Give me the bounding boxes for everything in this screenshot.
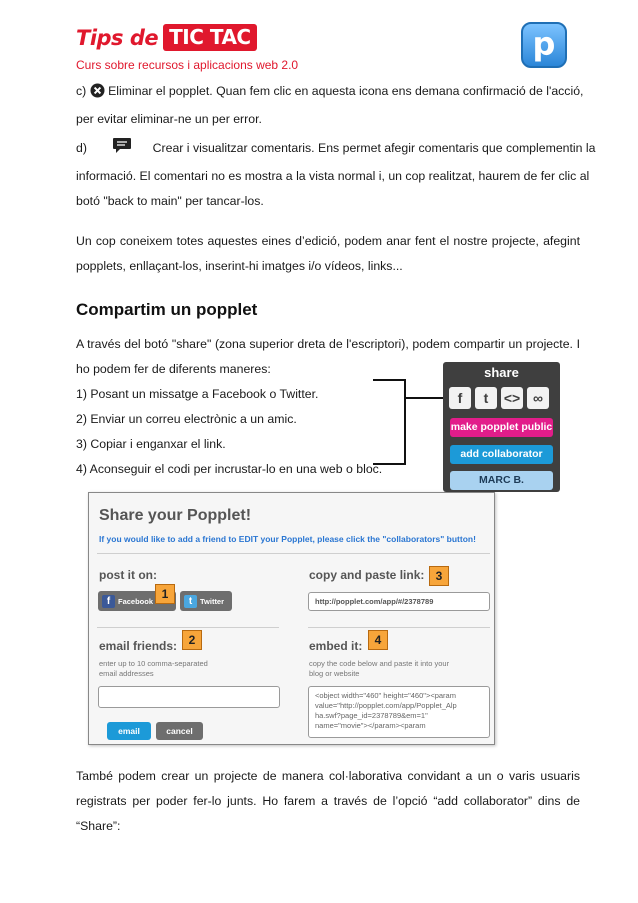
marker-1: 1 [155,584,175,604]
section-title: Compartim un popplet [76,300,258,319]
share-option-4: 4) Aconseguir el codi per incrustar-lo en una web o bloc. [76,462,383,476]
embed-code-line1: <object width="460" height="460"><param [315,691,456,700]
email-hint [99,659,208,679]
share-line1: A través del botó "share" (zona superior dreta de l'escriptori), podem compartir un projecte. I [76,337,580,351]
link-icon[interactable]: ∞ [527,387,549,409]
editing-line1: Un cop coneixem totes aquestes eines d’edició, podem anar fent el nostre projecte, afegint [76,234,580,248]
add-collaborator-button[interactable]: add collaborator [450,445,553,464]
twitter-icon: t [184,595,197,608]
collab-line2: registrats per poder fer-lo junts. Ho farem a través de l’opció “add collaborator” dins de [76,794,580,808]
collab-paragraph [76,764,580,839]
item-c-line2: per evitar eliminar-ne un per error. [76,112,262,126]
email-hint-line2: email addresses [99,669,154,678]
embed-code-line4: name="movie"></param><param [315,721,426,730]
share-panel-title: share [484,365,519,380]
share-dialog [88,492,495,745]
facebook-icon: f [102,595,115,608]
email-addresses-input[interactable] [98,686,280,708]
embed-hint-line2: blog or website [309,669,360,678]
embed-it-heading: embed it: [309,639,363,653]
email-friends-heading: email friends: [99,639,178,653]
facebook-label: Facebook [118,596,154,606]
popplet-logo-icon [521,22,567,68]
collab-line3: “Share”: [76,819,121,833]
item-d-prefix: d) [76,141,87,155]
share-option-1: 1) Posant un missatge a Facebook o Twitter. [76,387,319,401]
marker-2: 2 [182,630,202,650]
connector-line [404,397,444,399]
collab-line1: També podem crear un projecte de manera col·laborativa convidant a un o varis usuaris [76,769,580,783]
delete-icon [90,82,105,107]
embed-code-icon[interactable]: <> [501,387,523,409]
comment-icon [112,137,132,164]
connector-bracket [373,379,406,465]
item-c-line1: Eliminar el popplet. Quan fem clic en aquesta icona ens demana confirmació de l'acció, [108,84,584,98]
share-link-value: http://popplet.com/app/#/2378789 [315,597,434,606]
dialog-title: Share your Popplet! [99,507,252,524]
brand-tips-text: Tips de [76,25,159,50]
share-option-3: 3) Copiar i enganxar el link. [76,437,226,451]
marker-4: 4 [368,630,388,650]
course-subtitle: Curs sobre recursos i aplicacions web 2.0 [76,58,299,72]
dialog-separator [97,553,490,554]
item-d-line1: Crear i visualitzar comentaris. Ens permet afegir comentaris que complementin la [152,141,596,155]
popplet-logo-letter: p [532,24,556,63]
embed-code-line2: value="http://popplet.com/app/Popplet_Alp [315,701,457,710]
brand-logo [76,24,257,51]
twitter-share-button[interactable] [180,591,232,611]
embed-code-textarea[interactable] [308,686,490,738]
embed-hint-line1: copy the code below and paste it into your [309,659,450,668]
item-d-line2: informació. El comentari no es mostra a la vista normal i, un cop realitzat, haurem de fer clic al [76,169,590,183]
cancel-button[interactable]: cancel [156,722,203,740]
embed-hint [309,659,449,679]
share-line2: ho podem fer de diferents maneres: [76,362,271,376]
make-popplet-public-button[interactable]: make popplet public [450,418,553,437]
embed-code-line3: ha.swf?page_id=2378789&em=1" [315,711,428,720]
editing-line2: popplets, enllaçant-los, inserint-hi imatges i/o vídeos, links... [76,259,403,273]
item-d-line3: botó "back to main" per tancar-los. [76,194,264,208]
share-link-field[interactable] [308,592,490,611]
dialog-collaborators-note: If you would like to add a friend to EDIT your Popplet, please click the "collaborators" button! [99,534,476,544]
copy-paste-link-heading: copy and paste link: [309,568,425,582]
item-c-prefix: c) [76,84,87,98]
twitter-label: Twitter [200,596,225,606]
embed-code-text [315,691,457,731]
share-option-2: 2) Enviar un correu electrònic a un amic. [76,412,297,426]
item-d-paragraph [76,136,596,214]
marker-3: 3 [429,566,449,586]
share-icons-row [449,387,549,409]
dialog-separator-left [97,627,279,628]
post-it-on-heading: post it on: [99,568,157,582]
collaborator-user-badge[interactable]: MARC B. [450,471,553,490]
share-panel [443,362,560,492]
editing-paragraph [76,229,580,279]
twitter-icon[interactable]: t [475,387,497,409]
brand-tictac-text: TIC TAC [163,24,256,51]
email-hint-line1: enter up to 10 comma-separated [99,659,208,668]
email-button[interactable]: email [107,722,151,740]
item-c-paragraph [76,79,584,132]
dialog-separator-right [308,627,490,628]
facebook-icon[interactable]: f [449,387,471,409]
